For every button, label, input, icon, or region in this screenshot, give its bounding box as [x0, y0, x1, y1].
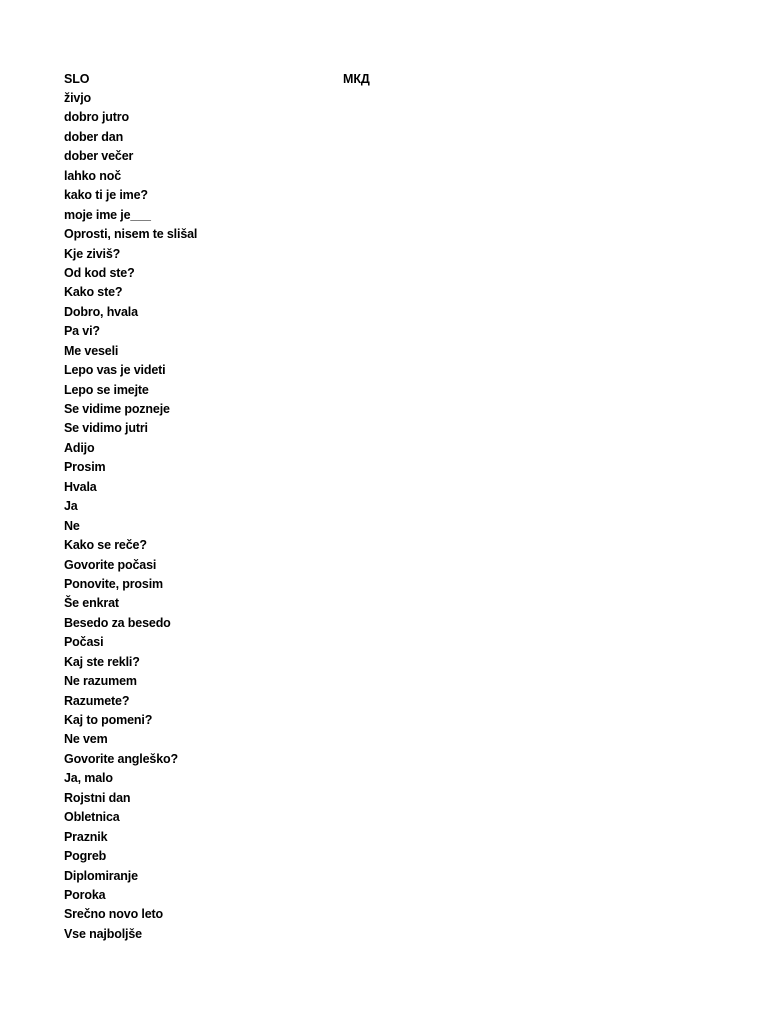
phrase-item: Ja	[64, 499, 78, 514]
phrase-item: Kje ziviš?	[64, 246, 121, 261]
phrase-item: Dobro, hvala	[64, 304, 138, 319]
phrase-item: Poroka	[64, 887, 106, 902]
phrase-item: Hvala	[64, 479, 97, 494]
phrase-item: Srečno novo leto	[64, 907, 164, 922]
phrase-item: Se vidimo jutri	[64, 421, 148, 436]
phrase-item: Govorite angleško?	[64, 751, 178, 766]
phrase-item: Lepo se imejte	[64, 382, 149, 397]
phrase-item: Vse najboljše	[64, 926, 142, 941]
phrase-item: Ne	[64, 518, 80, 533]
phrase-item: dober dan	[64, 129, 124, 144]
phrase-item: Ne razumem	[64, 674, 137, 689]
phrase-item: Oprosti, nisem te slišal	[64, 227, 198, 242]
phrase-item: Kako ste?	[64, 285, 123, 300]
phrase-item: živjo	[64, 91, 92, 105]
phrase-item: Kako se reče?	[64, 538, 147, 553]
phrase-item: Adijo	[64, 440, 95, 455]
phrase-item: Še enkrat	[64, 596, 119, 611]
phrase-item: Praznik	[64, 829, 108, 844]
phrase-item: Me veseli	[64, 343, 119, 358]
phrase-item: Ne vem	[64, 732, 108, 747]
phrase-item: Pa vi?	[64, 324, 100, 339]
phrase-item: kako ti je ime?	[64, 188, 148, 203]
phrase-item: Od kod ste?	[64, 265, 135, 280]
phrase-item: Kaj ste rekli?	[64, 654, 140, 669]
column-header-mkd: МКД	[343, 72, 370, 86]
phrase-item: Se vidime pozneje	[64, 402, 170, 416]
phrase-list	[64, 89, 197, 944]
phrase-item: Razumete?	[64, 693, 130, 708]
phrase-item: Ponovite, prosim	[64, 576, 164, 591]
phrase-item: moje ime je___	[64, 207, 151, 222]
column-header-slo: SLO	[64, 72, 90, 86]
phrase-item: Lepo vas je videti	[64, 363, 166, 378]
phrase-item: Prosim	[64, 460, 106, 475]
phrase-item: dober večer	[64, 149, 134, 164]
phrase-item: Kaj to pomeni?	[64, 713, 153, 727]
phrase-item: lahko noč	[64, 168, 121, 183]
phrase-item: Diplomiranje	[64, 868, 138, 883]
phrase-item: Rojstni dan	[64, 790, 131, 805]
phrase-item: Počasi	[64, 635, 104, 650]
phrase-item: dobro jutro	[64, 110, 130, 125]
phrase-item: Pogreb	[64, 849, 107, 864]
phrase-item: Besedo za besedo	[64, 615, 171, 630]
phrase-item: Obletnica	[64, 810, 120, 825]
phrase-item: Ja, malo	[64, 771, 113, 786]
phrase-item: Govorite počasi	[64, 557, 157, 572]
